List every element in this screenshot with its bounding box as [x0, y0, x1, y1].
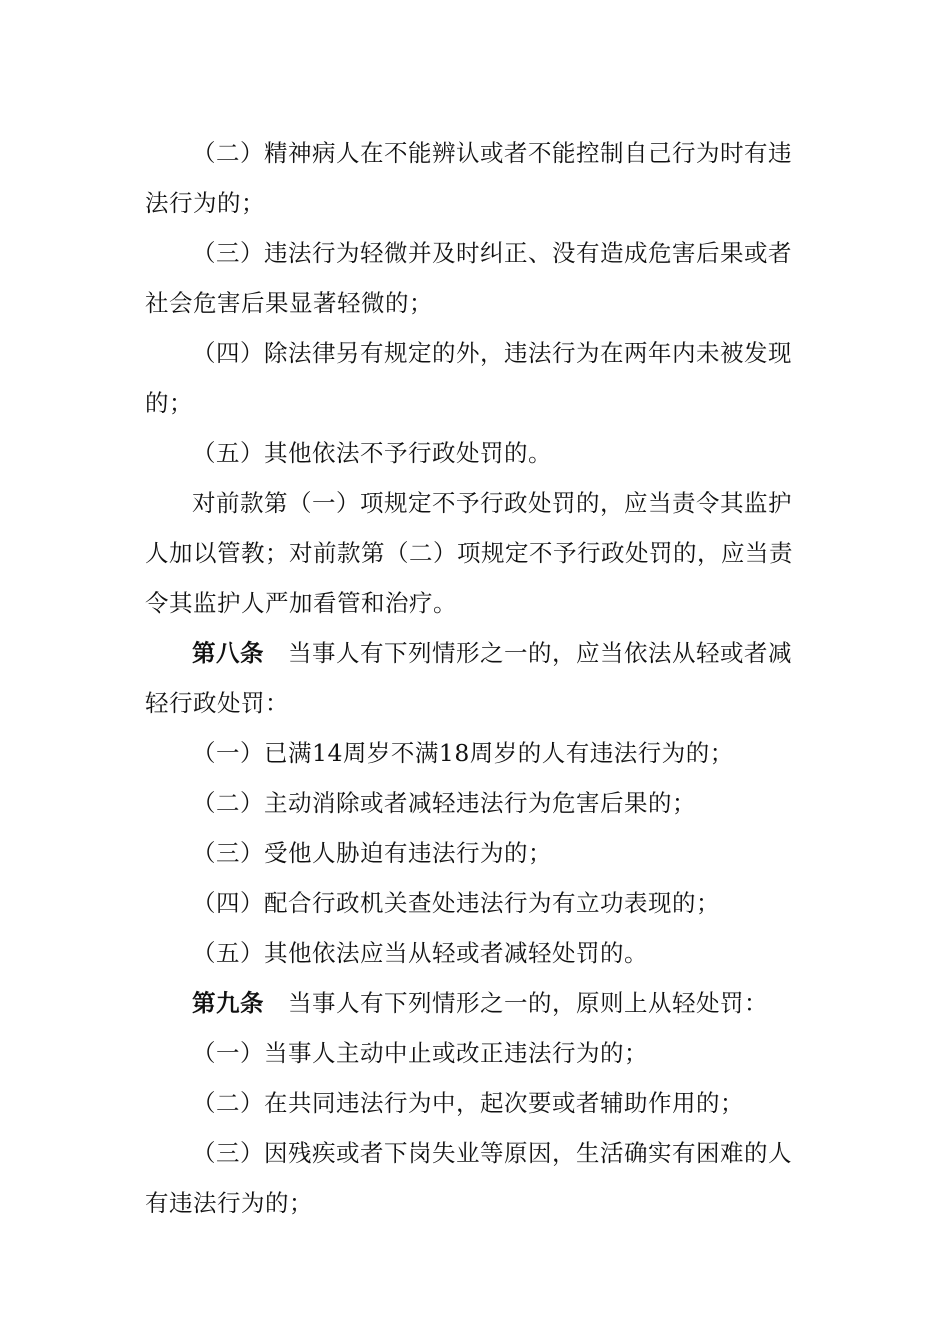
- clause-item: [145, 928, 795, 978]
- article-eight: [145, 628, 795, 728]
- clause-text: （四）除法律另有规定的外，违法行为在两年内未被发现的；: [145, 339, 792, 417]
- clause-text: （五）其他依法不予行政处罚的。: [192, 439, 552, 467]
- article-nine: [145, 978, 795, 1028]
- clause-text: （三）受他人胁迫有违法行为的；: [192, 839, 552, 867]
- clause-item: [145, 428, 795, 478]
- clause-text: （二）精神病人在不能辨认或者不能控制自己行为时有违法行为的；: [145, 139, 792, 217]
- clause-item: [145, 228, 795, 328]
- article-text: 当事人有下列情形之一的，原则上从轻处罚：: [288, 989, 768, 1017]
- article-text: 当事人有下列情形之一的，应当依法从轻或者减轻行政处罚：: [145, 639, 792, 717]
- clause-text: （五）其他依法应当从轻或者减轻处罚的。: [192, 939, 648, 967]
- clause-item: [145, 328, 795, 428]
- clause-text: （二）主动消除或者减轻违法行为危害后果的；: [192, 789, 696, 817]
- clause-text: （三）违法行为轻微并及时纠正、没有造成危害后果或者社会危害后果显著轻微的；: [145, 239, 792, 317]
- document-body: [145, 128, 795, 1228]
- clause-text: （三）因残疾或者下岗失业等原因，生活确实有困难的人有违法行为的；: [145, 1139, 792, 1217]
- clause-text: （一）当事人主动中止或改正违法行为的；: [192, 1039, 648, 1067]
- clause-item: [145, 778, 795, 828]
- clause-text: （一）已满14周岁不满18周岁的人有违法行为的；: [192, 739, 734, 767]
- clause-item: [145, 1078, 795, 1128]
- clause-item: [145, 1028, 795, 1078]
- clause-text: （四）配合行政机关查处违法行为有立功表现的；: [192, 889, 720, 917]
- clause-item: [145, 828, 795, 878]
- clause-text: 对前款第（一）项规定不予行政处罚的，应当责令其监护人加以管教；对前款第（二）项规定不予行政处罚的，应当责令其监护人严加看管和治疗。: [145, 489, 793, 617]
- clause-text: （二）在共同违法行为中，起次要或者辅助作用的；: [192, 1089, 744, 1117]
- clause-item: [145, 728, 795, 778]
- article-heading: 第九条: [192, 989, 264, 1017]
- clause-item: [145, 878, 795, 928]
- clause-item: [145, 1128, 795, 1228]
- clause-item: [145, 128, 795, 228]
- article-heading: 第八条: [192, 639, 264, 667]
- clause-paragraph: [145, 478, 795, 628]
